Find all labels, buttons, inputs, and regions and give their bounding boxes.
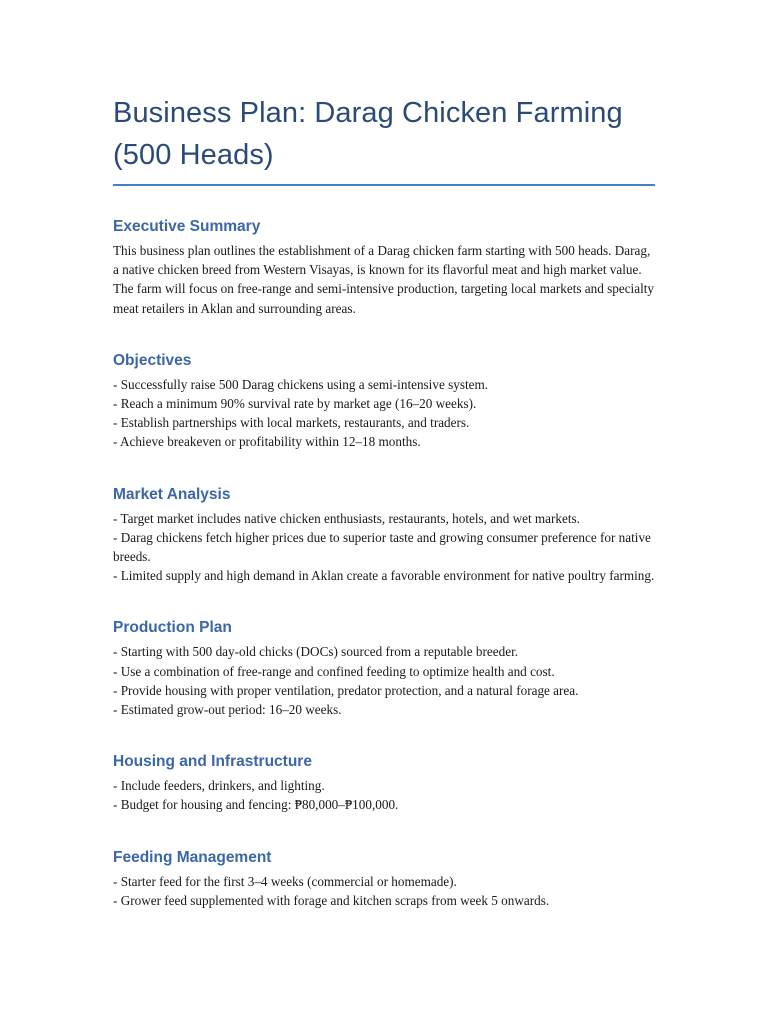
list-item: - Include feeders, drinkers, and lighting. [113,778,325,794]
section-housing-infrastructure [113,751,658,814]
section-objectives [113,350,658,452]
list-item: - Estimated grow-out period: 16–20 weeks. [113,702,342,718]
section-paragraph: This business plan outlines the establishment of a Darag chicken farm starting with 500 heads. Darag, a native chicken breed from Western Visayas, is known for its flavorful meat and high market value. The farm will focus on free-range and semi-intensive production, targeting local markets and specialty meat retailers in Aklan and surrounding areas. [113,243,654,316]
document-title: Business Plan: Darag Chicken Farming (500 Heads) [113,97,623,171]
section-production-plan [113,617,658,719]
section-heading: Objectives [113,351,192,369]
section-body [113,642,658,719]
list-item: - Use a combination of free-range and confined feeding to optimize health and cost. [113,663,555,679]
section-body [113,776,658,814]
section-executive-summary [113,216,658,318]
section-heading: Feeding Management [113,848,272,866]
list-item: - Grower feed supplemented with forage and kitchen scraps from week 5 onwards. [113,892,550,908]
list-item: - Darag chickens fetch higher prices due to superior taste and growing consumer preference for native breeds. [113,529,651,565]
list-item: - Successfully raise 500 Darag chickens using a semi-intensive system. [113,376,489,392]
list-item: - Limited supply and high demand in Aklan create a favorable environment for native poultry farming. [113,568,655,584]
section-feeding-management [113,847,658,910]
title-divider [113,184,655,186]
section-heading: Production Plan [113,619,232,637]
section-body [113,375,658,452]
section-body [113,872,658,910]
list-item: - Achieve breakeven or profitability within 12–18 months. [113,434,421,450]
list-item: - Establish partnerships with local markets, restaurants, and traders. [113,415,470,431]
list-item: - Starting with 500 day-old chicks (DOCs) sourced from a reputable breeder. [113,644,519,660]
section-body [113,241,658,318]
section-market-analysis [113,484,658,586]
section-body [113,509,658,586]
list-item: - Provide housing with proper ventilation, predator protection, and a natural forage area. [113,682,579,698]
list-item: - Starter feed for the first 3–4 weeks (commercial or homemade). [113,873,457,889]
section-heading: Executive Summary [113,218,261,235]
list-item: - Target market includes native chicken enthusiasts, restaurants, hotels, and wet markets. [113,510,580,526]
section-heading: Market Analysis [113,485,231,503]
list-item: - Reach a minimum 90% survival rate by market age (16–20 weeks). [113,396,477,412]
section-heading: Housing and Infrastructure [113,753,312,771]
document-page [113,92,658,910]
list-item: - Budget for housing and fencing: ₱80,000–₱100,000. [113,797,399,813]
